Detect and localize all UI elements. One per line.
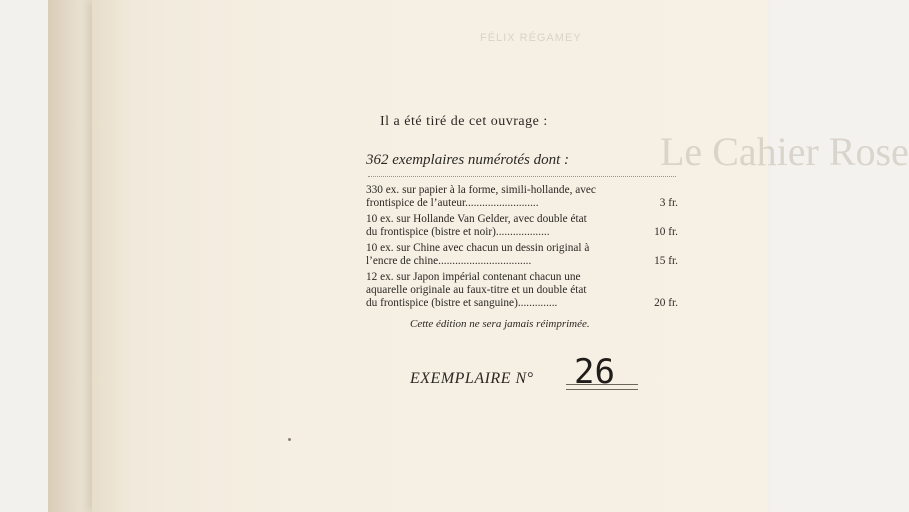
edition-item: [366, 242, 678, 268]
edition-price: 15 fr.: [654, 255, 678, 267]
edition-price: 10 fr.: [654, 226, 678, 238]
colophon-subheading: 362 exemplaires numérotés dont :: [366, 152, 570, 168]
edition-line: du frontispice (bistre et sanguine)..............: [366, 297, 558, 309]
edition-line: 330 ex. sur papier à la forme, simili-hollande, avec: [366, 184, 596, 196]
divider: [368, 176, 676, 177]
edition-line: 10 ex. sur Hollande Van Gelder, avec double état: [366, 213, 587, 225]
edition-price: 3 fr.: [659, 197, 678, 209]
edition-line: aquarelle originale au faux-titre et un double état: [366, 284, 587, 296]
edition-line: l’encre de chine.................................: [366, 255, 532, 267]
paper-speck: [288, 438, 291, 441]
edition-item: [366, 213, 678, 239]
edition-line: 12 ex. sur Japon impérial contenant chacun une: [366, 271, 581, 283]
edition-price: 20 fr.: [654, 297, 678, 309]
edition-list: [366, 184, 678, 313]
copy-label: EXEMPLAIRE N°: [410, 370, 534, 387]
edition-line: du frontispice (bistre et noir)...................: [366, 226, 550, 238]
show-through-title: Le Cahier Rose: [660, 129, 909, 174]
colophon-heading: Il a été tiré de cet ouvrage :: [380, 114, 548, 129]
edition-line: 10 ex. sur Chine avec chacun un dessin original à: [366, 242, 590, 254]
edition-item: [366, 184, 678, 210]
copy-number-underline: [566, 384, 638, 390]
reprint-note: Cette édition ne sera jamais réimprimée.: [410, 318, 590, 330]
show-through-author: FÉLIX RÉGAMEY: [480, 32, 582, 44]
edition-line: frontispice de l’auteur..........................: [366, 197, 539, 209]
edition-item: [366, 271, 678, 310]
copy-number: 26: [574, 352, 615, 392]
